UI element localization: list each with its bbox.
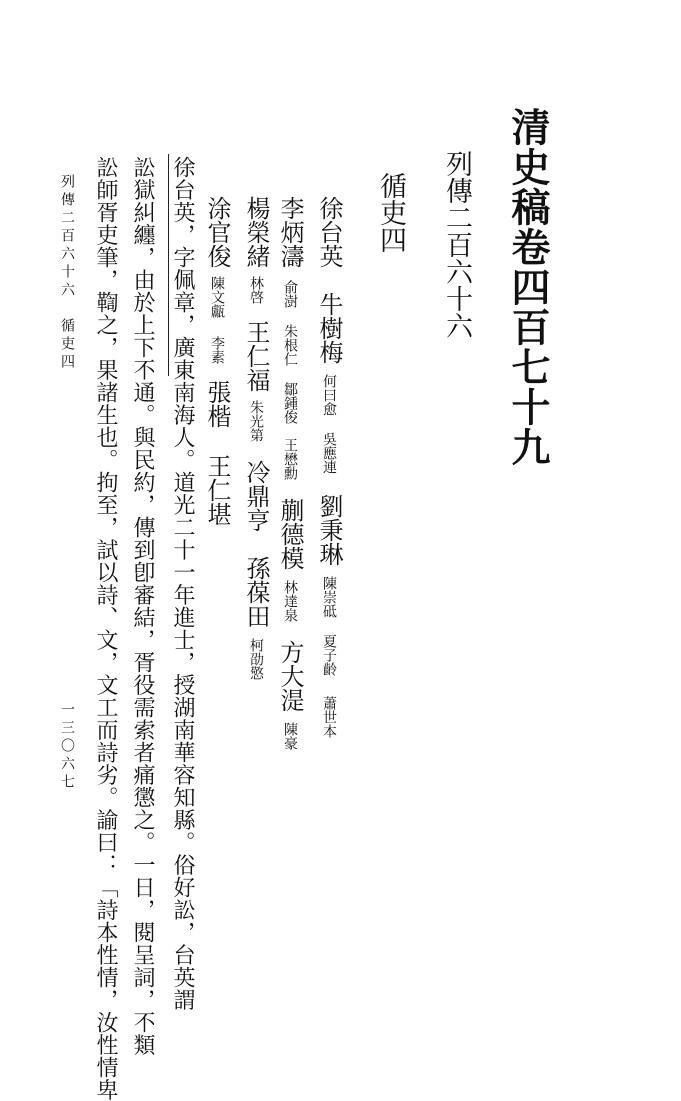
roster-name: 涂官俊	[203, 196, 231, 268]
roster-subname: 朱光第	[248, 400, 264, 442]
running-header: 列傳二百六十六 循吏四	[59, 174, 75, 372]
roster-subname: 何曰愈	[321, 374, 337, 416]
roster-subname: 林達泉	[282, 580, 298, 622]
juan-heading: 列傳二百六十六	[441, 150, 472, 339]
roster-name: 張楷	[203, 380, 231, 428]
roster-subname: 鄒鍾俊	[282, 382, 298, 424]
roster-subname: 俞澍	[282, 280, 298, 308]
roster-name: 冷鼎亨	[242, 460, 270, 532]
roster-name: 王仁福	[242, 320, 270, 392]
roster-column-3	[244, 196, 268, 680]
roster-name: 蒯德模	[276, 498, 304, 570]
roster-subname: 吳應連	[321, 432, 337, 474]
roster-subname: 李素	[209, 336, 225, 364]
roster-subname: 林啓	[248, 276, 264, 304]
roster-subname: 陳崇砥	[321, 576, 337, 618]
roster-name: 牛樹梅	[315, 292, 343, 364]
book-title: 清史稿卷四百七十九	[505, 107, 551, 467]
roster-name: 李炳濤	[276, 196, 304, 268]
roster-subname: 夏子齡	[321, 634, 337, 676]
body-line-3: 訟師胥吏筆，鞫之，果諸生也。拘至，試以詩、文，文工而詩劣。諭曰：「詩本性情，汝性情卑	[93, 156, 118, 1101]
body-line-2: 訟獄糾纏，由於上下不通。與民約，傳到卽審結，胥役需索者痛懲之。一日，閱呈詞，不類	[130, 156, 155, 1056]
roster-column-1	[317, 196, 341, 738]
section-heading: 循吏四	[375, 172, 406, 253]
roster-column-4	[205, 196, 229, 526]
roster-name: 孫葆田	[242, 556, 270, 628]
roster-column-2	[278, 196, 302, 750]
roster-subname: 朱根仁	[282, 324, 298, 366]
roster-subname: 陳文甗	[209, 276, 225, 318]
roster-name: 劉秉琳	[315, 494, 343, 566]
roster-name: 徐台英	[315, 196, 343, 268]
roster-name: 楊榮緒	[242, 196, 270, 268]
page-number: 一三〇六七	[59, 702, 75, 792]
name-mark-line	[168, 154, 169, 376]
roster-subname: 蕭世本	[321, 696, 337, 738]
body-line-1: 徐台英，字佩章，廣東南海人。道光二十一年進士，授湖南華容知縣。俗好訟，台英謂	[170, 156, 195, 1011]
roster-name: 方大湜	[276, 640, 304, 712]
roster-subname: 陳豪	[282, 722, 298, 750]
roster-subname: 王懋勳	[282, 438, 298, 480]
roster-name: 王仁堪	[203, 454, 231, 526]
roster-subname: 柯劭憼	[248, 638, 264, 680]
